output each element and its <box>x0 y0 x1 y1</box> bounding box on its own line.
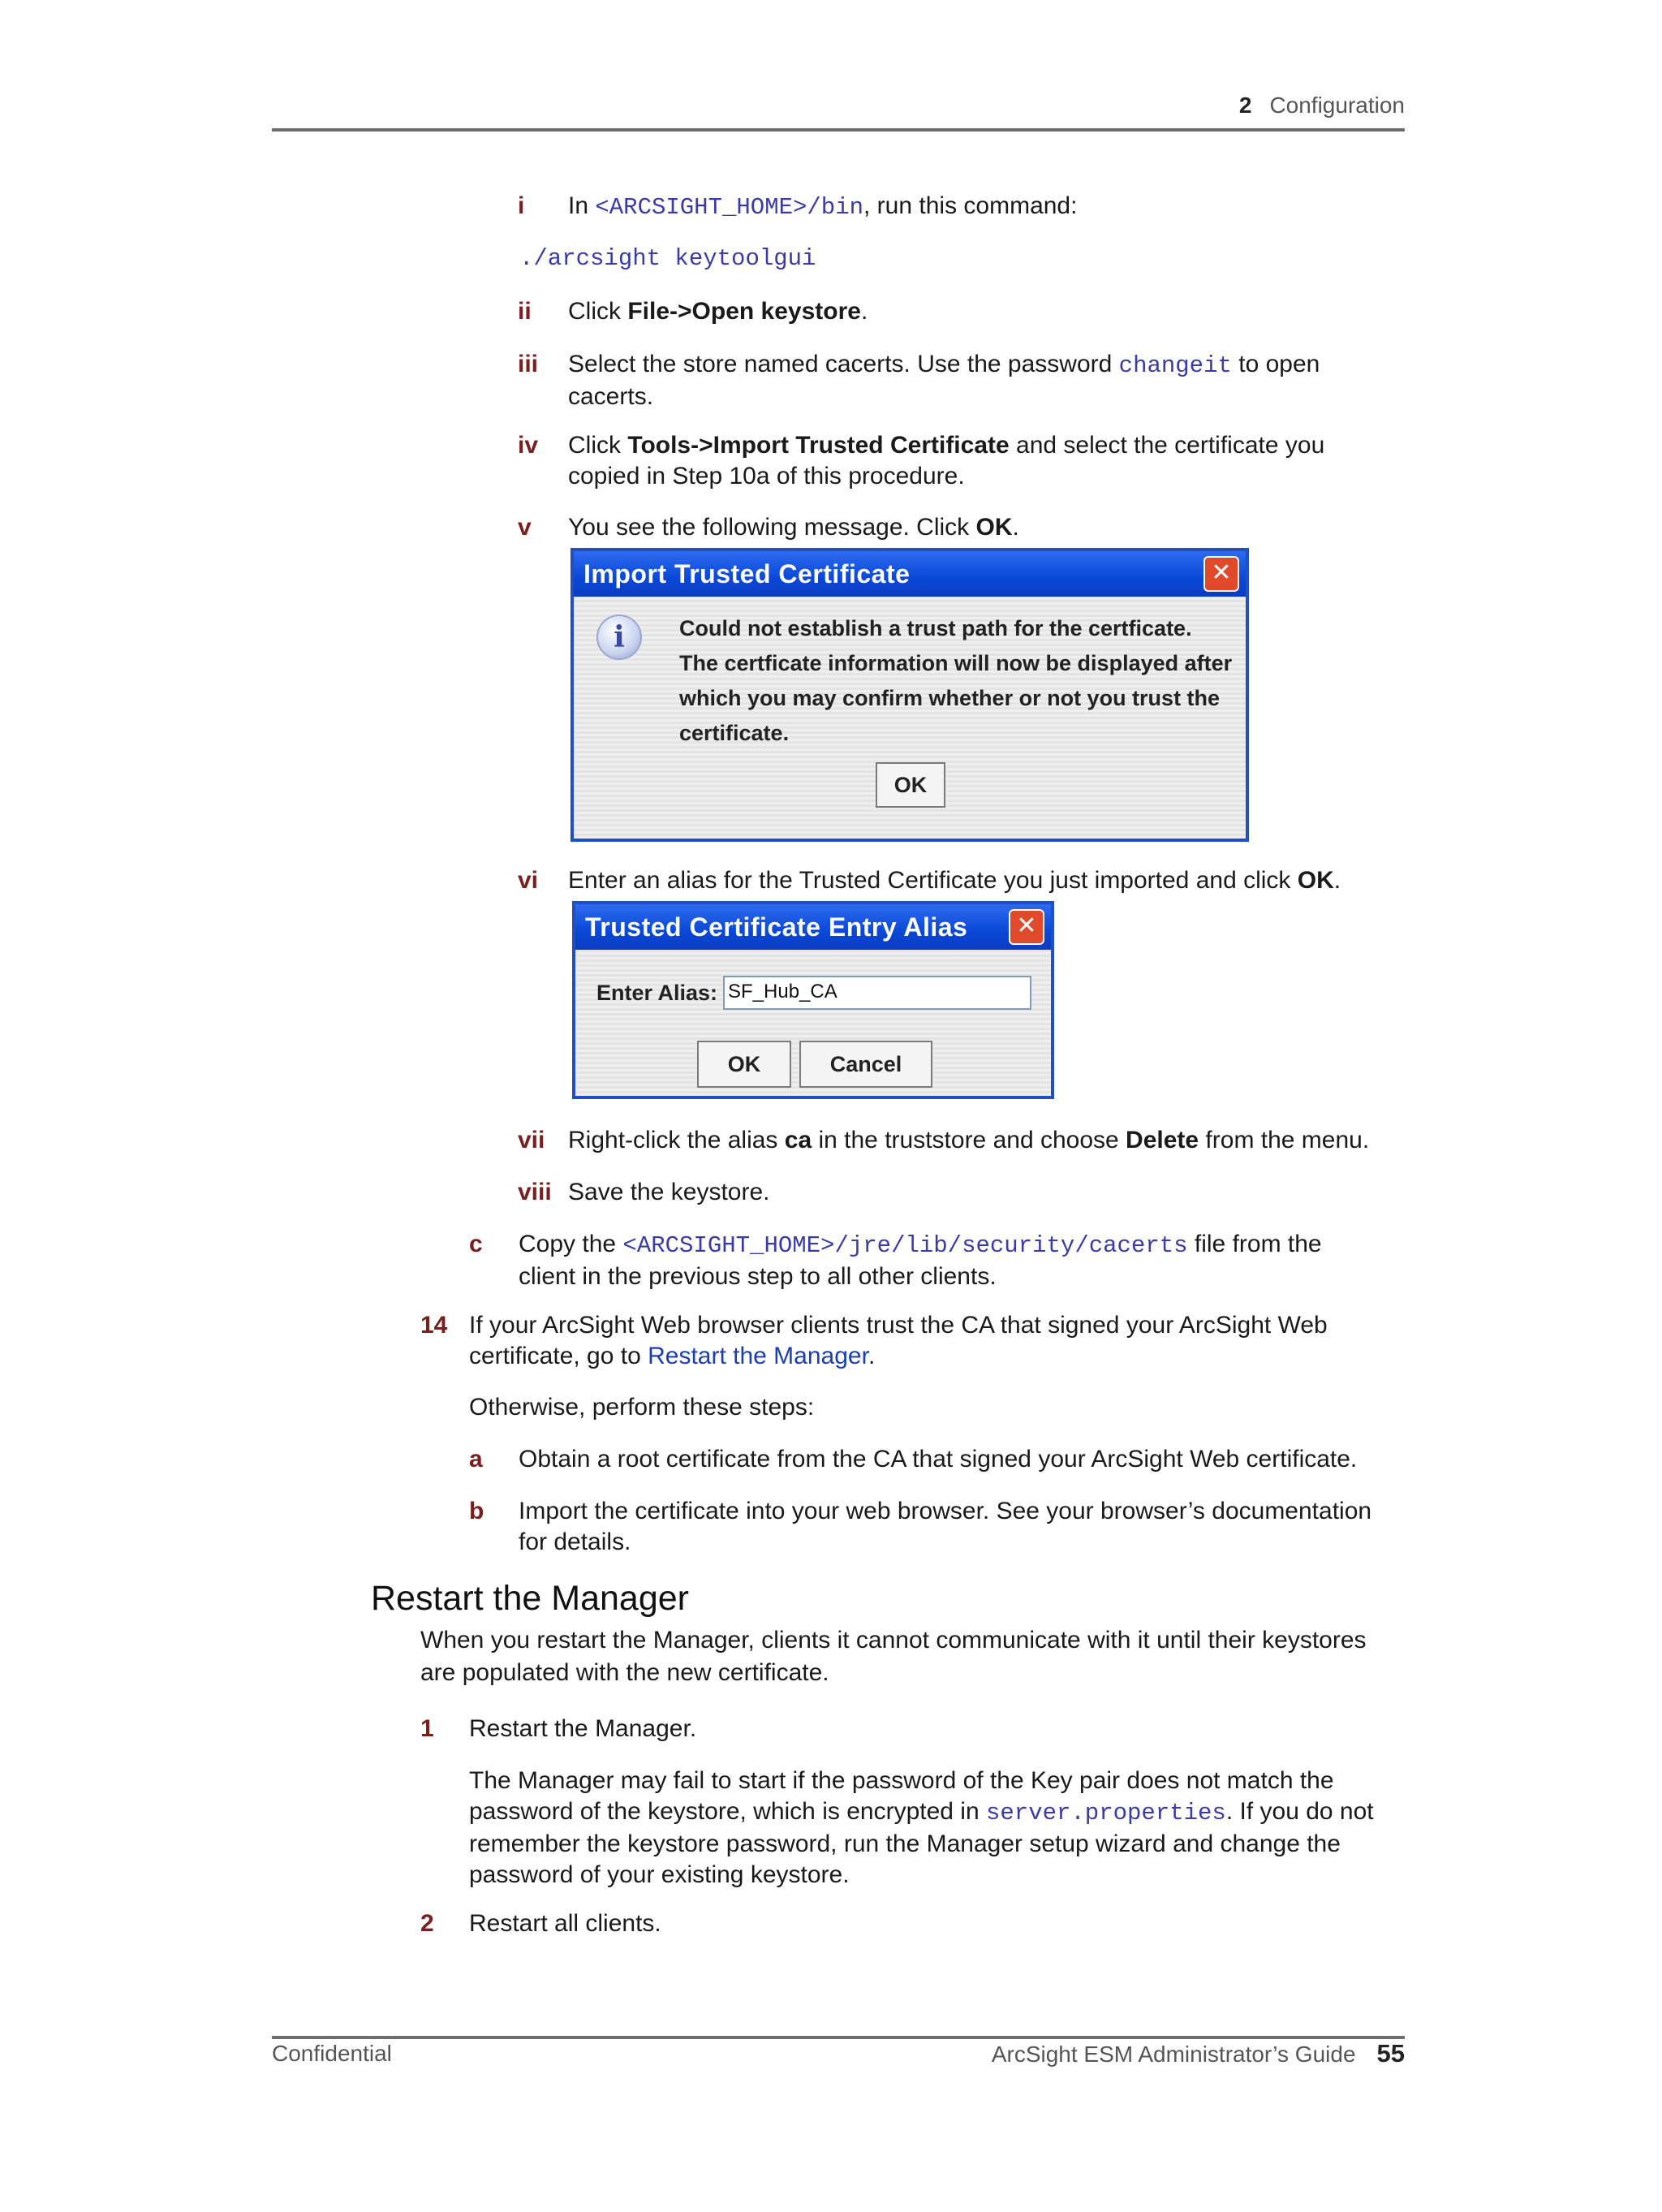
step-marker-v: v <box>518 514 532 541</box>
step-v-text: You see the following message. Click OK. <box>568 514 1019 541</box>
step-2-text: Restart all clients. <box>469 1910 661 1937</box>
step-b-text: Import the certificate into your web browser. See your browser’s documentation for details. <box>519 1498 1372 1555</box>
chapter-title: Configuration <box>1269 93 1405 118</box>
step-1-text: Restart the Manager. <box>469 1715 697 1742</box>
otherwise-text: Otherwise, perform these steps: <box>469 1394 815 1421</box>
info-icon: i <box>596 614 642 660</box>
dialog-body <box>574 597 1246 839</box>
chapter-number: 2 <box>1238 93 1252 118</box>
cancel-button[interactable]: Cancel <box>799 1041 932 1088</box>
step-marker-viii: viii <box>518 1179 552 1205</box>
restart-manager-link[interactable]: Restart the Manager <box>648 1343 868 1369</box>
ok-button[interactable]: OK <box>876 762 945 808</box>
step-marker-a: a <box>469 1446 483 1473</box>
alias-label: Enter Alias: <box>596 981 718 1005</box>
footer-confidential: Confidential <box>272 2041 392 2066</box>
path-code: <ARCSIGHT_HOME>/bin <box>595 194 864 221</box>
step-marker-14: 14 <box>420 1312 448 1339</box>
import-trusted-certificate-dialog <box>571 548 1249 842</box>
step-ii-text: Click File->Open keystore. <box>568 298 868 325</box>
dialog-title: Import Trusted Certificate <box>574 551 1246 597</box>
step-marker-vii: vii <box>518 1127 545 1153</box>
step-marker-i: i <box>518 192 525 219</box>
header-rule <box>272 128 1405 132</box>
step-marker-2: 2 <box>420 1910 434 1937</box>
guide-title: ArcSight ESM Administrator’s Guide <box>991 2042 1356 2067</box>
step-marker-1: 1 <box>420 1715 434 1742</box>
trusted-certificate-alias-dialog <box>572 901 1054 1099</box>
dialog-title: Trusted Certificate Entry Alias <box>575 904 1051 950</box>
step-viii-text: Save the keystore. <box>568 1179 770 1205</box>
ok-button[interactable]: OK <box>697 1041 791 1088</box>
alias-input[interactable]: SF_Hub_CA <box>723 976 1031 1010</box>
command-line: ./arcsight keytoolgui <box>519 245 816 272</box>
step-i-text: In <ARCSIGHT_HOME>/bin, run this command: <box>568 192 1078 221</box>
dialog-message: Could not establish a trust path for the certficate. The certficate information will now be displayed after which you may confirm whether or not you trust the certificate. <box>679 616 1233 745</box>
note-text: The Manager may fail to start if the password of the Key pair does not match the password of the keystore, which is encrypted in server.properties. If you do not remember the keystore password, run the Manager setup wizard and change the password of your existing keystore. <box>469 1767 1374 1888</box>
section-intro: When you restart the Manager, clients it cannot communicate with it until their keystores are populated with the new certificate. <box>420 1627 1367 1686</box>
page-number: 55 <box>1376 2039 1405 2068</box>
step-iii-text: Select the store named cacerts. Use the password changeit to open cacerts. <box>568 351 1320 410</box>
step-14-text: If your ArcSight Web browser clients trust the CA that signed your ArcSight Web certificate, go to Restart the Manager. <box>469 1312 1328 1369</box>
step-marker-ii: ii <box>518 298 532 325</box>
step-c-text: Copy the <ARCSIGHT_HOME>/jre/lib/security/cacerts file from the client in the previous step to all other clients. <box>519 1231 1322 1290</box>
step-marker-b: b <box>469 1498 484 1524</box>
footer-right <box>992 2039 1405 2068</box>
section-heading: Restart the Manager <box>371 1579 689 1618</box>
step-marker-c: c <box>469 1231 483 1257</box>
close-icon[interactable]: ✕ <box>1009 909 1044 945</box>
step-marker-vi: vi <box>518 867 539 894</box>
close-icon[interactable]: ✕ <box>1203 556 1239 592</box>
step-marker-iii: iii <box>518 351 539 377</box>
running-header <box>1239 93 1405 119</box>
dialog-body <box>575 950 1051 1096</box>
step-vii-text: Right-click the alias ca in the truststore and choose Delete from the menu. <box>568 1127 1370 1153</box>
step-iv-text: Click Tools->Import Trusted Certificate and select the certificate you copied in Step 10a of this procedure. <box>568 432 1325 489</box>
step-a-text: Obtain a root certificate from the CA that signed your ArcSight Web certificate. <box>519 1446 1358 1473</box>
step-marker-iv: iv <box>518 432 539 459</box>
step-vi-text: Enter an alias for the Trusted Certificate you just imported and click OK. <box>568 867 1341 894</box>
